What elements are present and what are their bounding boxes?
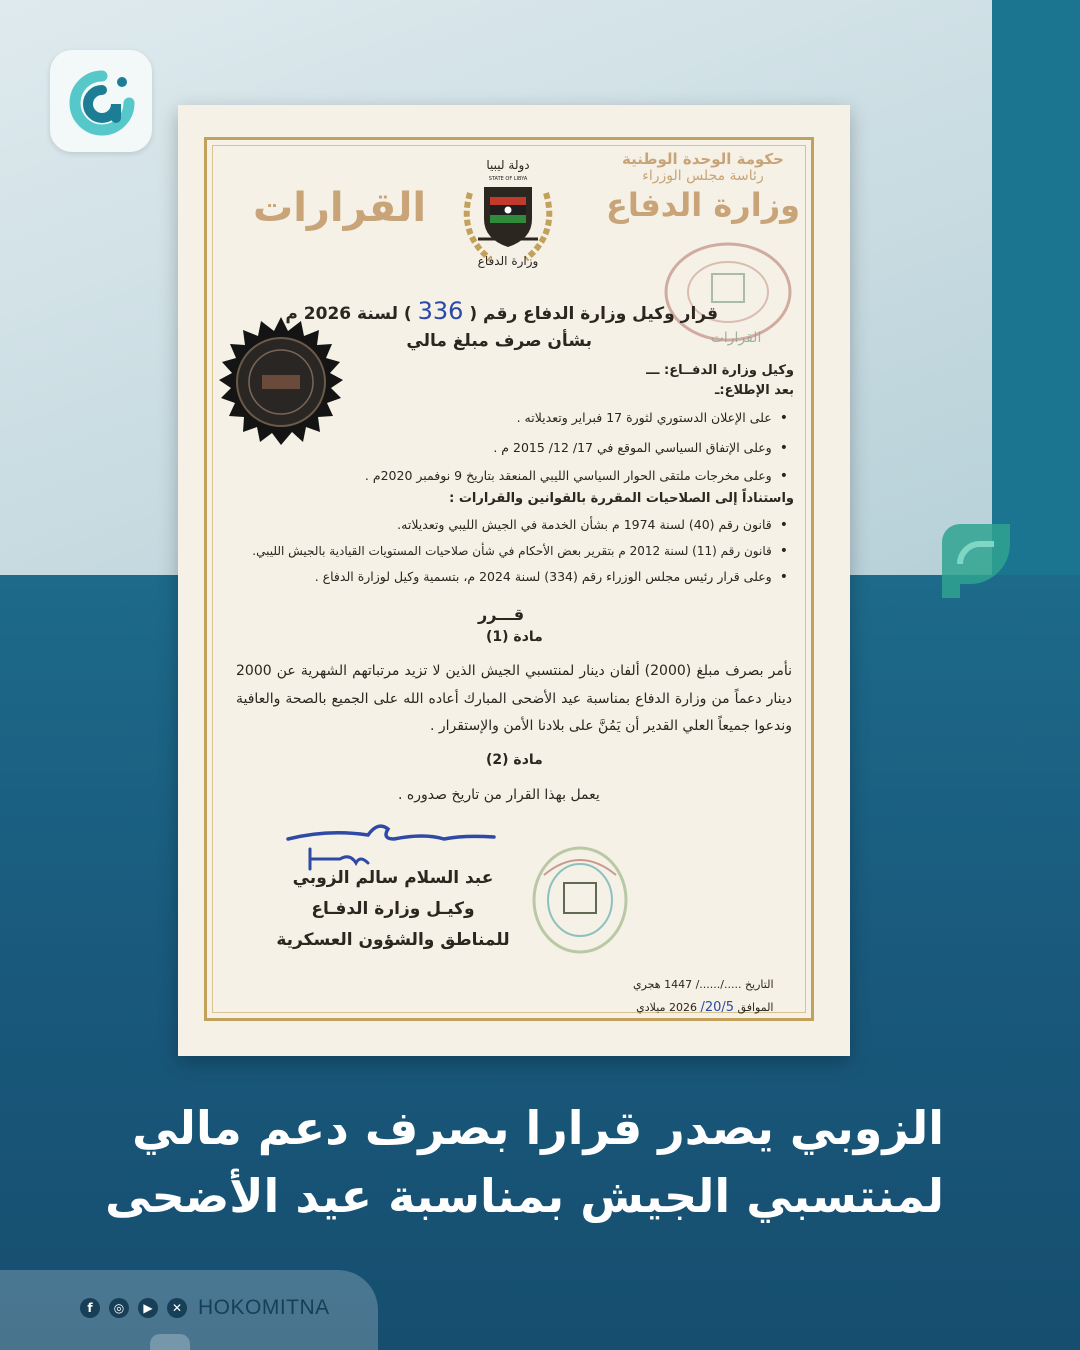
ministry-header: [606, 150, 800, 224]
article-2-heading: مادة (2): [486, 752, 543, 768]
intro-after-review: بعد الإطلاع:ـ: [714, 383, 794, 398]
decree-document: [178, 105, 850, 1056]
date-hijri: التاريخ ...../....../ 1447 هجري: [633, 978, 774, 991]
headline-line-2: لمنتسبي الجيش بمناسبة عيد الأضحى: [105, 1169, 944, 1223]
libya-emblem-icon: [448, 153, 568, 273]
youtube-icon[interactable]: ▶: [138, 1298, 158, 1318]
article-2-text: يعمل بهذا القرار من تاريخ صدوره .: [398, 787, 600, 803]
date-gregorian: الموافق 20/5/ 2026 ميلادي: [636, 1000, 774, 1015]
decree-title-suffix: ) لسنة 2026 م: [285, 304, 412, 324]
decorative-leaf-icon: [942, 524, 1010, 598]
government-name: حكومة الوحدة الوطنية: [622, 150, 784, 168]
x-icon[interactable]: ✕: [167, 1298, 187, 1318]
decorative-tab: [150, 1334, 190, 1350]
decree-title: [285, 297, 718, 325]
ministry-name: وزارة الدفاع: [605, 186, 800, 224]
intro-undersecretary: وكيل وزارة الدفــاع: ـــ: [646, 363, 794, 378]
headline-line-1: الزوبي يصدر قرارا بصرف دعم مالي: [132, 1101, 944, 1155]
social-links: [80, 1296, 330, 1320]
news-headline: [105, 1094, 944, 1230]
instagram-icon[interactable]: ◎: [109, 1298, 129, 1318]
law-item: • قانون رقم (11) لسنة 2012 م بتقرير بعض الأحكام في شأن صلاحيات المستويات القيادية بالجيش الليبي.: [252, 543, 788, 559]
council-name: رئاسة مجلس الوزراء: [642, 168, 764, 184]
emblem-top-text: دولة ليبيا: [486, 158, 530, 172]
official-stamp-icon: [530, 845, 630, 955]
signatory-subtitle: للمناطق والشؤون العسكرية: [276, 930, 510, 950]
emblem-bottom-text: وزارة الدفاع: [477, 254, 539, 268]
article-1-text: نأمر بصرف مبلغ (2000) ألفان دينار لمنتسبي الجيش الذين لا تزيد مرتباتهم الشهرية عن 2000 دينار دعماً من وزارة الدفاع بمناسبة عيد الأضحى المبارك أعاده الله على الجميع بالصحة والعافية وندعوا جميعاً العلي القدير أن يَمُنَّ على بلادنا الأمن والإستقرار .: [236, 663, 792, 734]
reference-item: • وعلى الإتفاق السياسي الموقع في 17/ 12/ 2015 م .: [493, 440, 788, 456]
ministry-stamp-icon: [656, 240, 796, 350]
emblem-en-text: STATE OF LIBYA: [488, 176, 528, 182]
date-handwritten: 20/5/: [700, 1000, 735, 1015]
brand-logo: [50, 50, 152, 152]
wax-seal-icon: [216, 317, 346, 447]
decrees-header: القرارات: [253, 185, 427, 231]
decided-heading: قـــرر: [478, 605, 525, 624]
signatory-block: [273, 863, 513, 956]
date-block: [633, 973, 774, 1019]
decree-number: 336: [417, 297, 464, 325]
decree-title-prefix: قرار وكيل وزارة الدفاع رقم (: [469, 304, 718, 324]
legal-basis-heading: واستناداً إلى الصلاحيات المقررة بالقوانين والقرارات :: [449, 491, 794, 506]
decree-subtitle: بشأن صرف مبلغ مالي: [406, 331, 592, 351]
stamp-top-label: القرارات: [710, 330, 762, 346]
law-item: • قانون رقم (40) لسنة 1974 م بشأن الخدمة في الجيش الليبي وتعديلاته.: [397, 517, 788, 533]
signatory-name: عبد السلام سالم الزوبي: [292, 868, 494, 888]
law-item: • وعلى قرار رئيس مجلس الوزراء رقم (334) لسنة 2024 م، بتسمية وكيل لوزارة الدفاع .: [315, 569, 788, 585]
facebook-icon[interactable]: f: [80, 1298, 100, 1318]
reference-item: • وعلى مخرجات ملتقى الحوار السياسي الليبي المنعقد بتاريخ 9 نوفمبر 2020م .: [365, 468, 788, 484]
signatory-title: وكيـل وزارة الدفـاع: [311, 899, 475, 919]
brand-handle[interactable]: HOKOMITNA: [198, 1296, 330, 1319]
background-right-band: [992, 0, 1080, 575]
article-1-heading: مادة (1): [486, 629, 543, 645]
reference-item: • على الإعلان الدستوري لثورة 17 فبراير وتعديلاته .: [517, 410, 788, 426]
